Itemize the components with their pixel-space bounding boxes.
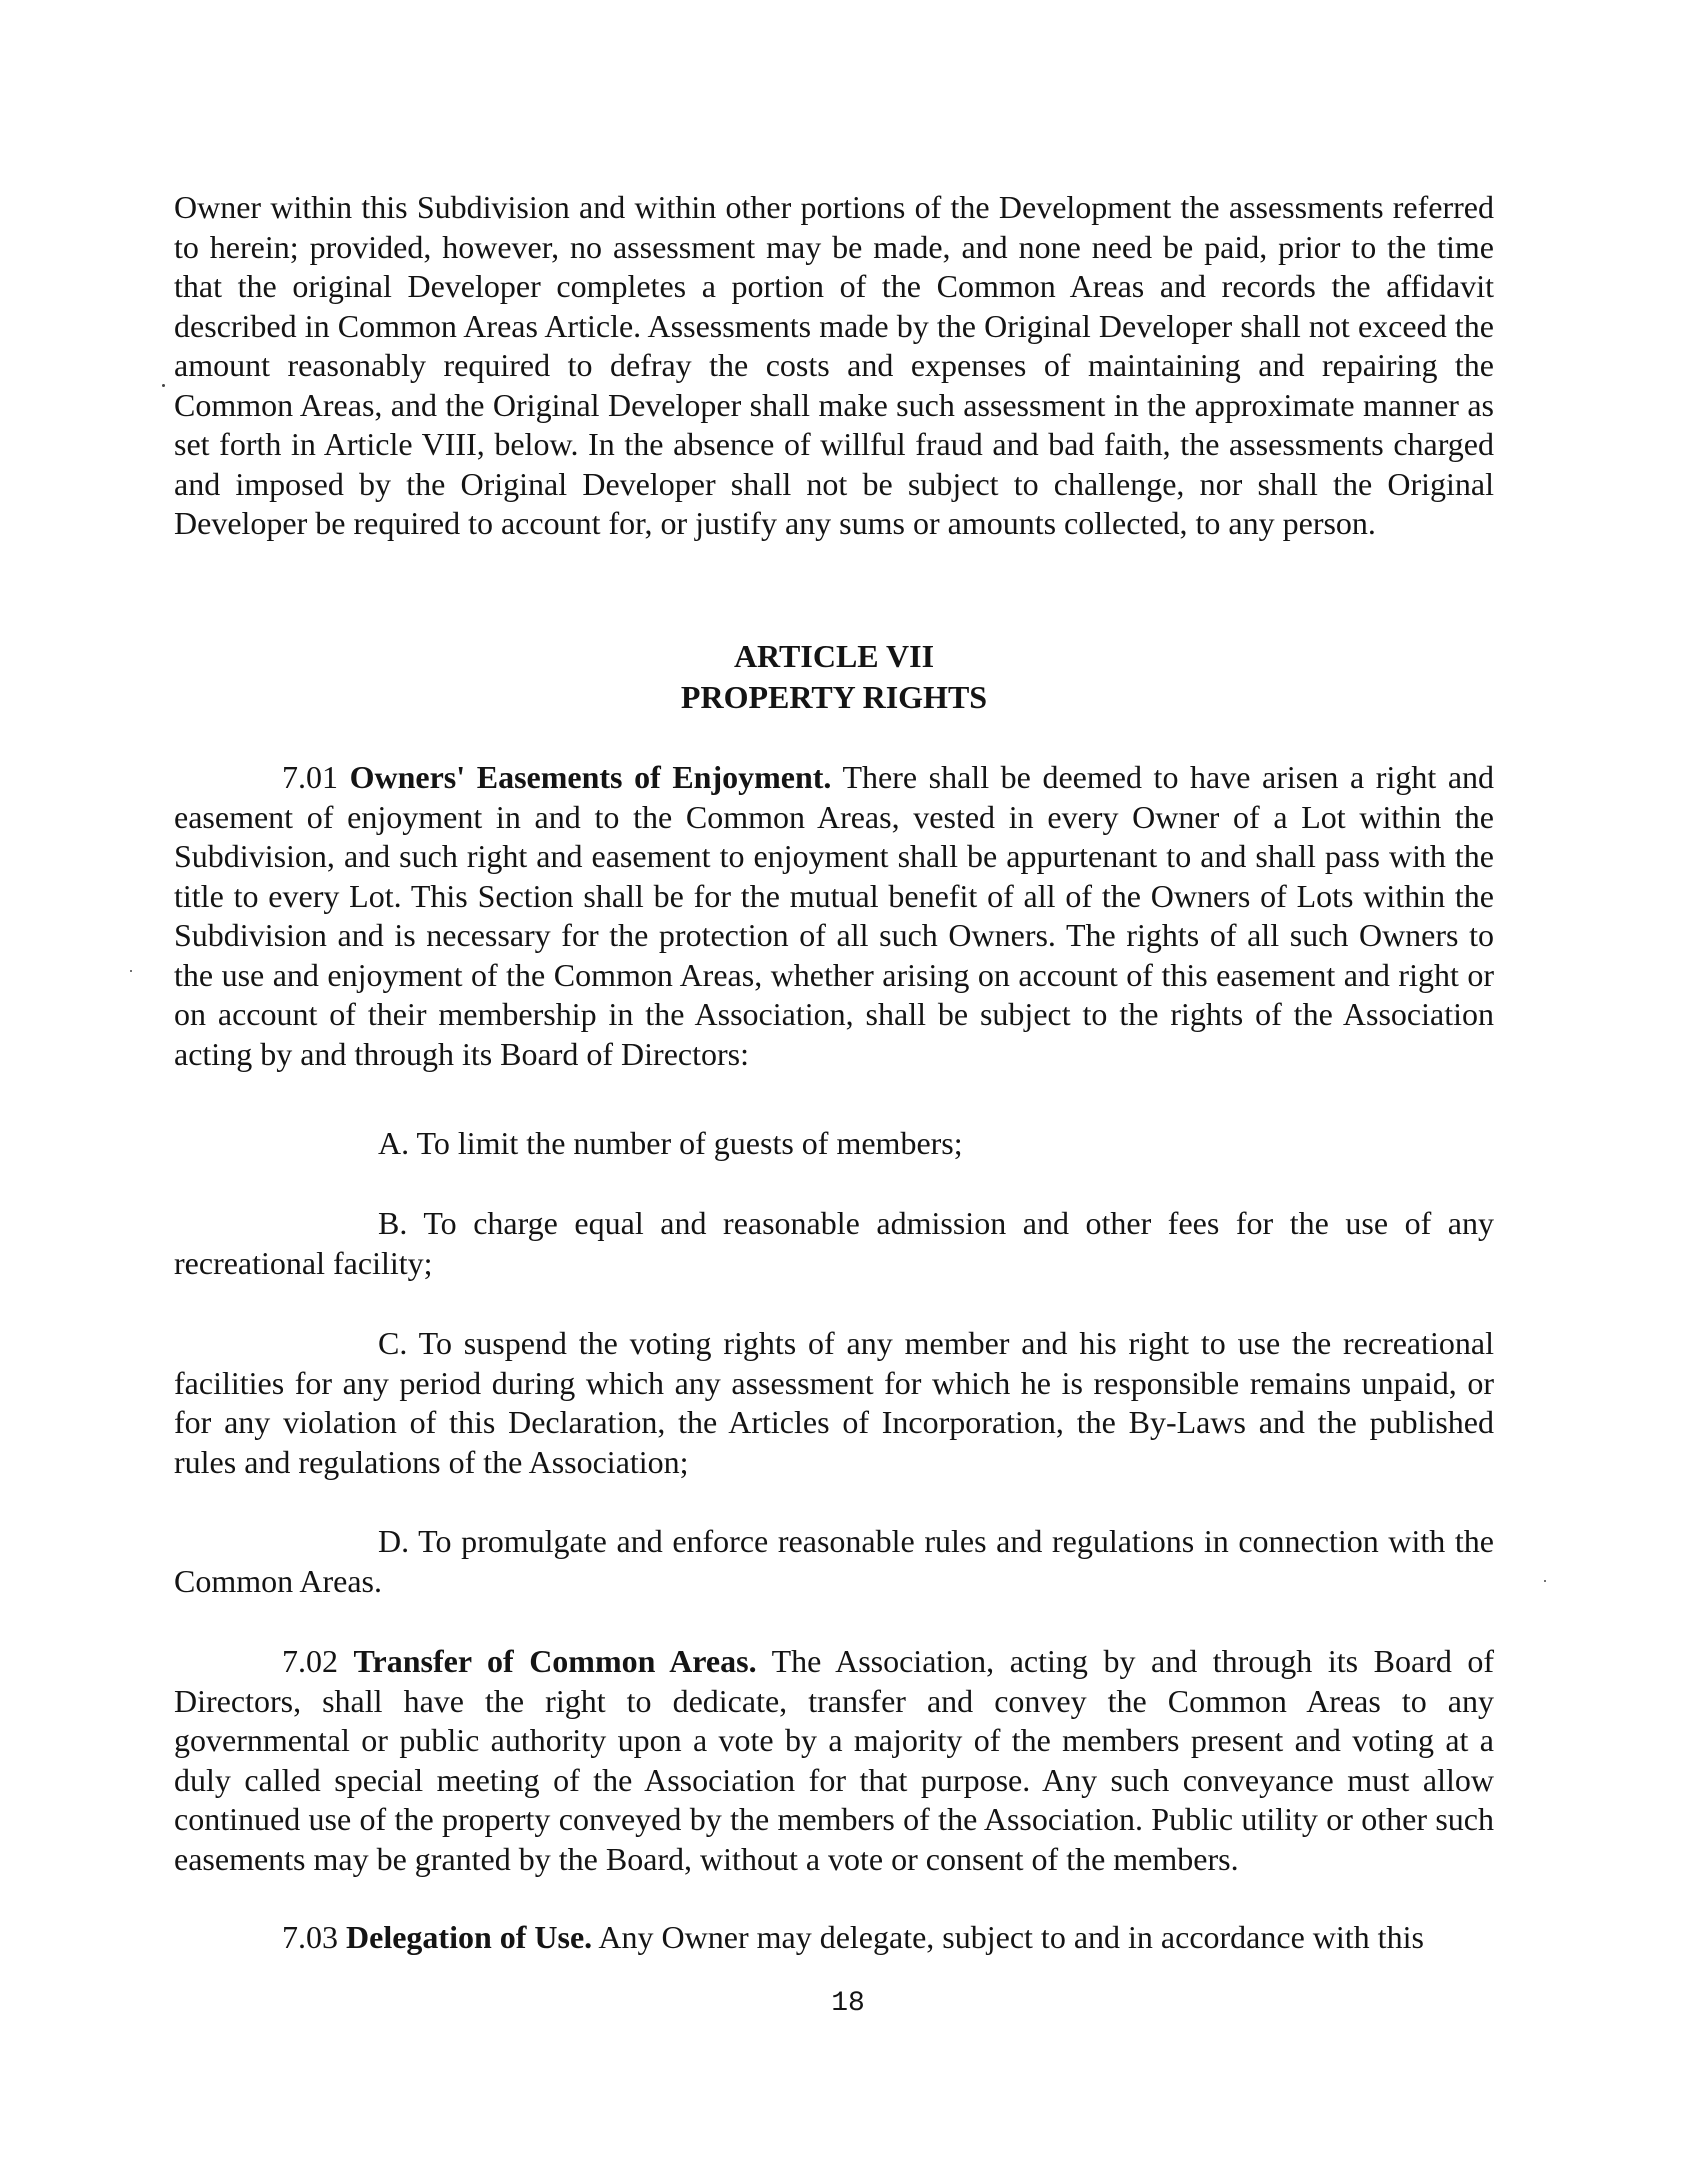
list-label: C. — [378, 1325, 408, 1361]
list-item-d — [174, 1522, 1494, 1601]
opening-paragraph: Owner within this Subdivision and within other portions of the Development the assessments referred to herein; provided, however, no assessment may be made, and none need be paid, prior to the time that the original Developer completes a portion of the Common Areas and records the affidavit described in Common Areas Article. Assessments made by the Original Developer shall not exceed the amount reasonably required to defray the costs and expenses of maintaining and repairing the Common Areas, and the Original Developer shall make such assessment in the approximate manner as set forth in Article VIII, below. In the absence of willful fraud and bad faith, the assessments charged and imposed by the Original Developer shall not be subject to challenge, nor shall the Original Developer be required to account for, or justify any sums or amounts collected, to any person. — [174, 189, 1494, 541]
scan-speck — [162, 384, 165, 387]
list-item-b — [174, 1204, 1494, 1283]
list-text: To charge equal and reasonable admission and other fees for the use of any recreational facility; — [174, 1205, 1495, 1281]
section-7-02 — [174, 1642, 1494, 1879]
section-number: 7.02 — [282, 1643, 338, 1679]
list-text: To suspend the voting rights of any member and his right to use the recreational facilities for any period during which any assessment for which he is responsible remains unpaid, or for any violation of this Declaration, the Articles of Incorporation, the By-Laws and the published rules and regulations of the Association; — [174, 1325, 1495, 1480]
article-title: PROPERTY RIGHTS — [680, 679, 988, 715]
section-title: Transfer of Common Areas. — [353, 1643, 757, 1679]
list-label: A. — [378, 1125, 410, 1161]
list-item-c — [174, 1324, 1494, 1482]
section-title: Owners' Easements of Enjoyment. — [349, 759, 832, 795]
section-7-03 — [174, 1918, 1494, 1958]
section-number: 7.03 — [282, 1919, 338, 1955]
section-body: The Association, acting by and through its Board of Directors, shall have the right to dedicate, transfer and convey the Common Areas to any governmental or public authority upon a vote by a majority of the members present and voting at a duly called special meeting of the Association for that purpose. Any such conveyance must allow continued use of the property conveyed by the members of the Association. Public utility or other such easements may be granted by the Board, without a vote or consent of the members. — [174, 1643, 1495, 1877]
list-item-a — [174, 1124, 1494, 1164]
section-7-01 — [174, 758, 1494, 1074]
section-body: Any Owner may delegate, subject to and in accordance with this — [598, 1919, 1424, 1955]
scan-speck — [1544, 1580, 1546, 1582]
list-text: To promulgate and enforce reasonable rules and regulations in connection with the Common Areas. — [174, 1523, 1495, 1599]
list-label: D. — [378, 1523, 410, 1559]
scan-speck — [130, 970, 132, 972]
section-body: There shall be deemed to have arisen a right and easement of enjoyment in and to the Common Areas, vested in every Owner of a Lot within the Subdivision, and such right and easement to enjoyment shall be appurtenant to and shall pass with the title to every Lot. This Section shall be for the mutual benefit of all of the Owners of Lots within the Subdivision and is necessary for the protection of all such Owners. The rights of all such Owners to the use and enjoyment of the Common Areas, whether arising on account of this easement and right or on account of their membership in the Association, shall be subject to the rights of the Association acting by and through its Board of Directors: — [174, 759, 1495, 1072]
section-title: Delegation of Use. — [346, 1919, 593, 1955]
section-number: 7.01 — [282, 759, 338, 795]
list-label: B. — [378, 1205, 408, 1241]
page-number: 18 — [831, 1988, 865, 2019]
article-number: ARTICLE VII — [733, 638, 935, 674]
list-text: To limit the number of guests of members; — [416, 1125, 963, 1161]
